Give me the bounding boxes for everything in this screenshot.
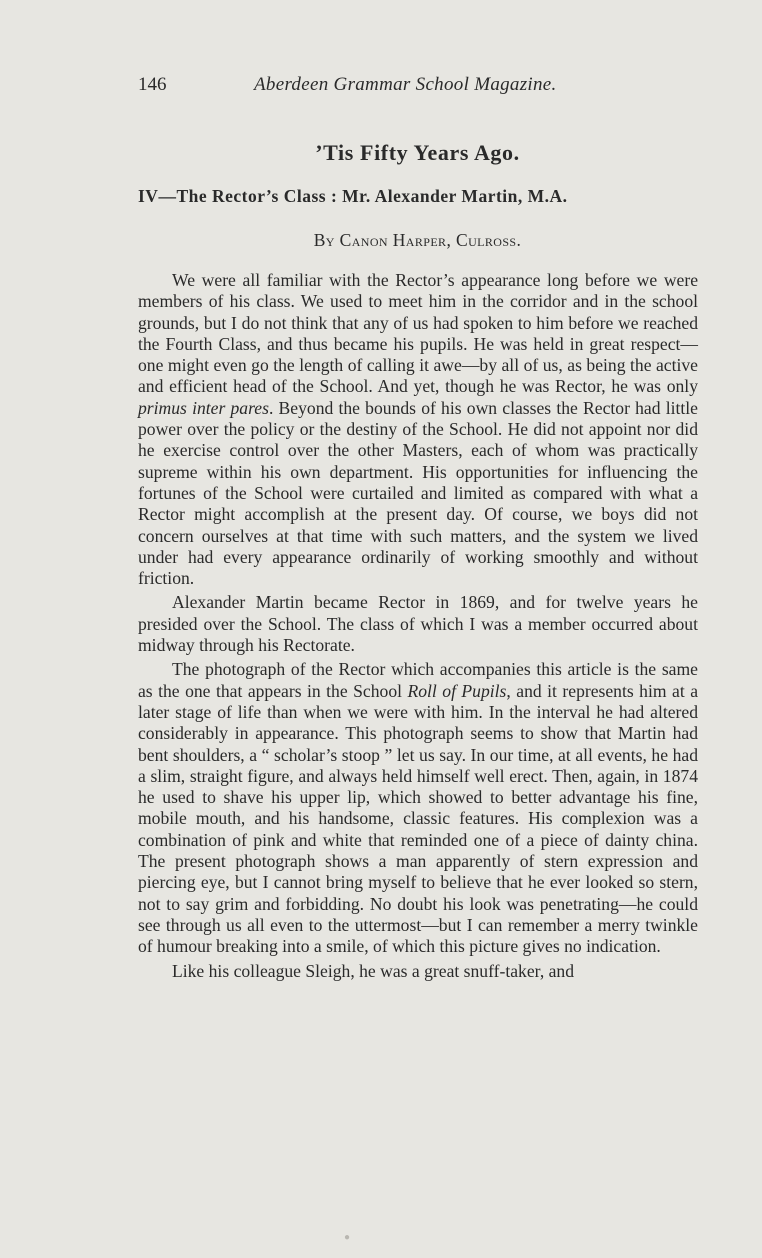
magazine-title: Aberdeen Grammar School Magazine. [254,74,557,95]
page-number: 146 [138,74,167,95]
byline: By Canon Harper, Culross. [313,230,522,250]
running-head [138,74,698,98]
paragraph-4: Like his colleague Sleigh, he was a great snuff-taker, and [172,960,575,981]
article-body [138,270,698,982]
article-title: ’Tis Fifty Years Ago. [315,140,520,165]
paragraph-1: We were all familiar with the Rector’s appearance long before we were members of his class. We used to meet him in the corridor and in the school grounds, but I do not think that any of us had spoken to him before we reached the Fourth Class, and thus became his pupils. He was held in great respect—one might even go the length of calling it awe—by all of us, as being the active and efficient head of the School. And yet, though he was Rector, he was only primus inter pares. Beyond the bounds of his own classes the Rector had little power over the policy or the destiny of the School. He did not appoint nor did he exercise control over the other Masters, each of whom was practically supreme within his own department. His opportunities for influencing the fortunes of the School were curtailed and limited as compared with what a Rector might accomplish at the present day. Of course, we boys did not concern ourselves at that time with such matters, and the system we lived under had every appearance ordinarily of working smoothly and without friction. [138,270,698,589]
paragraph-2: Alexander Martin became Rector in 1869, and for twelve years he presided over the School. The class of which I was a member occurred about midway through his Rectorate. [138,592,698,656]
article-subtitle: IV—The Rector’s Class : Mr. Alexander Martin, M.A. [138,186,568,206]
page-mark: ● [344,1232,351,1243]
paragraph-3: The photograph of the Rector which accompanies this article is the same as the one that appears in the School Roll of Pupils, and it represents him at a later stage of life than when we were with him. In the interval he had altered considerably in appearance. This photograph seems to show that Martin had bent shoulders, a “ scholar’s stoop ” let us say. In our time, at all events, he had a slim, straight figure, and always held himself well erect. Then, again, in 1874 he used to shave his upper lip, which showed to better advantage his fine, mobile mouth, and his handsome, classic features. His complexion was a combination of pink and white that reminded one of a piece of dainty china. The present photograph shows a man apparently of stern expression and piercing eye, but I cannot bring myself to believe that he ever looked so stern, not to say grim and forbidding. No doubt his look was penetrating—he could see through us all even to the uttermost—but I can remember a merry twinkle of humour breaking into a smile, of which this picture gives no indication. [138,659,699,957]
